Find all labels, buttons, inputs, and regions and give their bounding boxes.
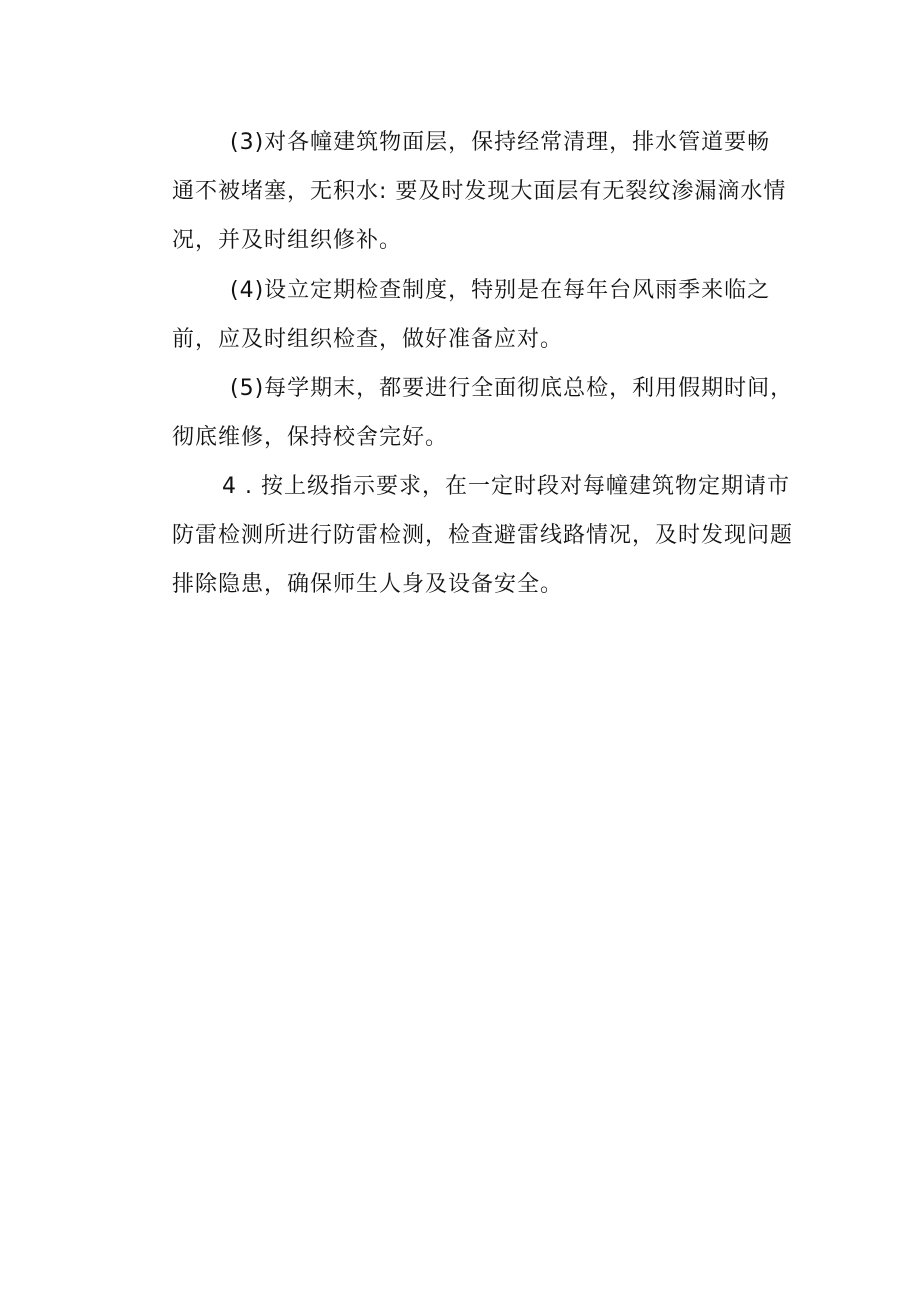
paragraph-line: 防雷检测所进行防雷检测，检查避雷线路情况，及时发现问题 <box>172 523 794 548</box>
paragraph-line: 通不被堵塞，无积水: 要及时发现大面层有无裂纹渗漏滴水情 <box>172 179 787 204</box>
paragraph-line: (4)设立定期检查制度，特别是在每年台风雨季来临之 <box>230 278 771 303</box>
paragraph-line: 况，并及时组织修补。 <box>172 228 403 253</box>
paragraph-line: (3)对各幢建筑物面层，保持经常清理，排水管道要畅 <box>230 130 771 155</box>
paragraph-line: 4 . 按上级指示要求，在一定时段对每幢建筑物定期请市 <box>222 474 790 499</box>
paragraph-line: 前，应及时组织检查，做好准备应对。 <box>172 327 564 352</box>
paragraph-line: 排除隐患，确保师生人身及设备安全。 <box>172 572 564 597</box>
paragraph-line: 彻底维修，保持校舍完好。 <box>172 425 449 450</box>
paragraph-line: (5)每学期末，都要进行全面彻底总检，利用假期时间， <box>230 376 794 401</box>
